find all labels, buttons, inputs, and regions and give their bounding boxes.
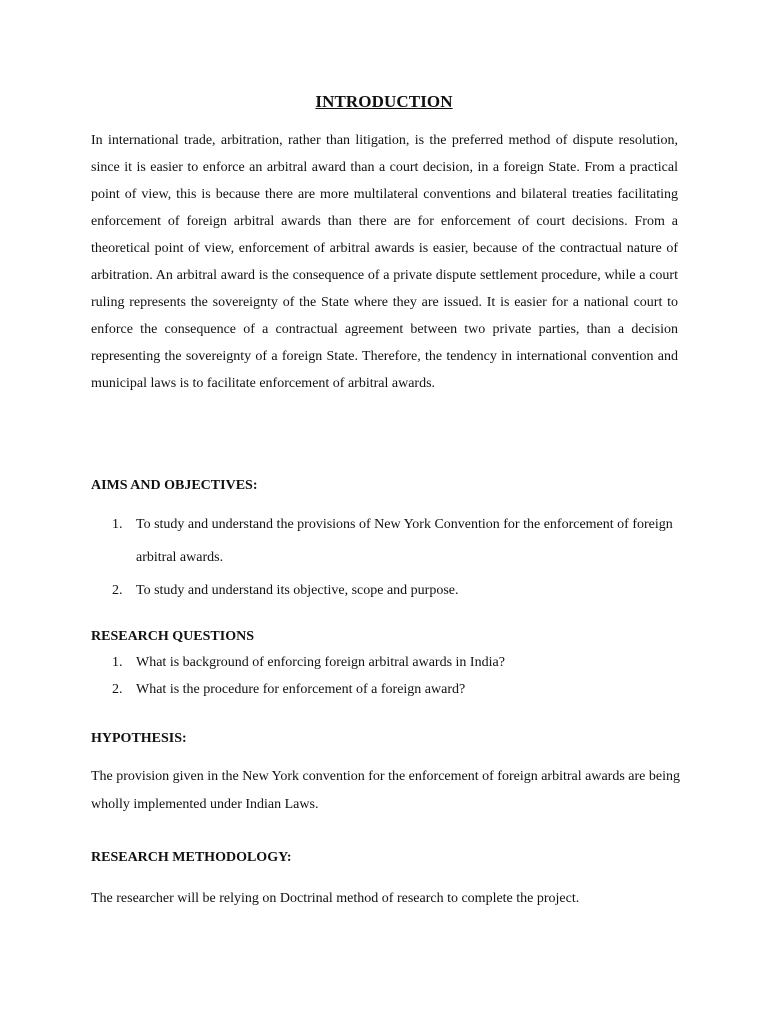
list-item (91, 508, 681, 574)
research-questions-heading: RESEARCH QUESTIONS (91, 629, 254, 644)
list-item-text: What is background of enforcing foreign arbitral awards in India? (136, 655, 505, 670)
introduction-paragraph: In international trade, arbitration, rather than litigation, is the preferred method of dispute resolution, since it is easier to enforce an arbitral award than a court decision, in a foreign State. From a practical point of view, this is because there are more multilateral conventions and bilateral treaties facilitating enforcement of foreign arbitral awards than there are for enforcement of court decisions. From a theoretical point of view, enforcement of arbitral awards is easier, because of the contractual nature of arbitration. An arbitral award is the consequence of a private dispute settlement procedure, while a court ruling represents the sovereignty of the State where they are issued. It is easier for a national court to enforce the consequence of a contractual agreement between two private parties, than a decision representing the sovereignty of a foreign State. Therefore, the tendency in international convention and municipal laws is to facilitate enforcement of arbitral awards. (91, 133, 678, 391)
aims-list (91, 508, 681, 607)
aims-heading: AIMS AND OBJECTIVES: (91, 478, 258, 493)
hypothesis-heading: HYPOTHESIS: (91, 731, 187, 746)
methodology-heading: RESEARCH METHODOLOGY: (91, 850, 292, 865)
methodology-text: The researcher will be relying on Doctrinal method of research to complete the project. (91, 891, 580, 906)
page-title: INTRODUCTION (315, 92, 453, 111)
research-questions-list (91, 649, 691, 703)
list-item (91, 649, 691, 676)
list-item (91, 574, 681, 607)
list-item-number: 1. (112, 655, 123, 670)
list-item-text: To study and understand its objective, scope and purpose. (136, 583, 459, 598)
list-item-number: 2. (112, 583, 123, 598)
list-item (91, 676, 691, 703)
list-item-number: 2. (112, 682, 123, 697)
hypothesis-text: The provision given in the New York convention for the enforcement of foreign arbitral awards are being wholly implemented under Indian Laws. (91, 769, 680, 812)
list-item-number: 1. (112, 517, 123, 532)
list-item-text: What is the procedure for enforcement of a foreign award? (136, 682, 466, 697)
list-item-text: To study and understand the provisions of New York Convention for the enforcement of foreign arbitral awards. (136, 517, 673, 565)
